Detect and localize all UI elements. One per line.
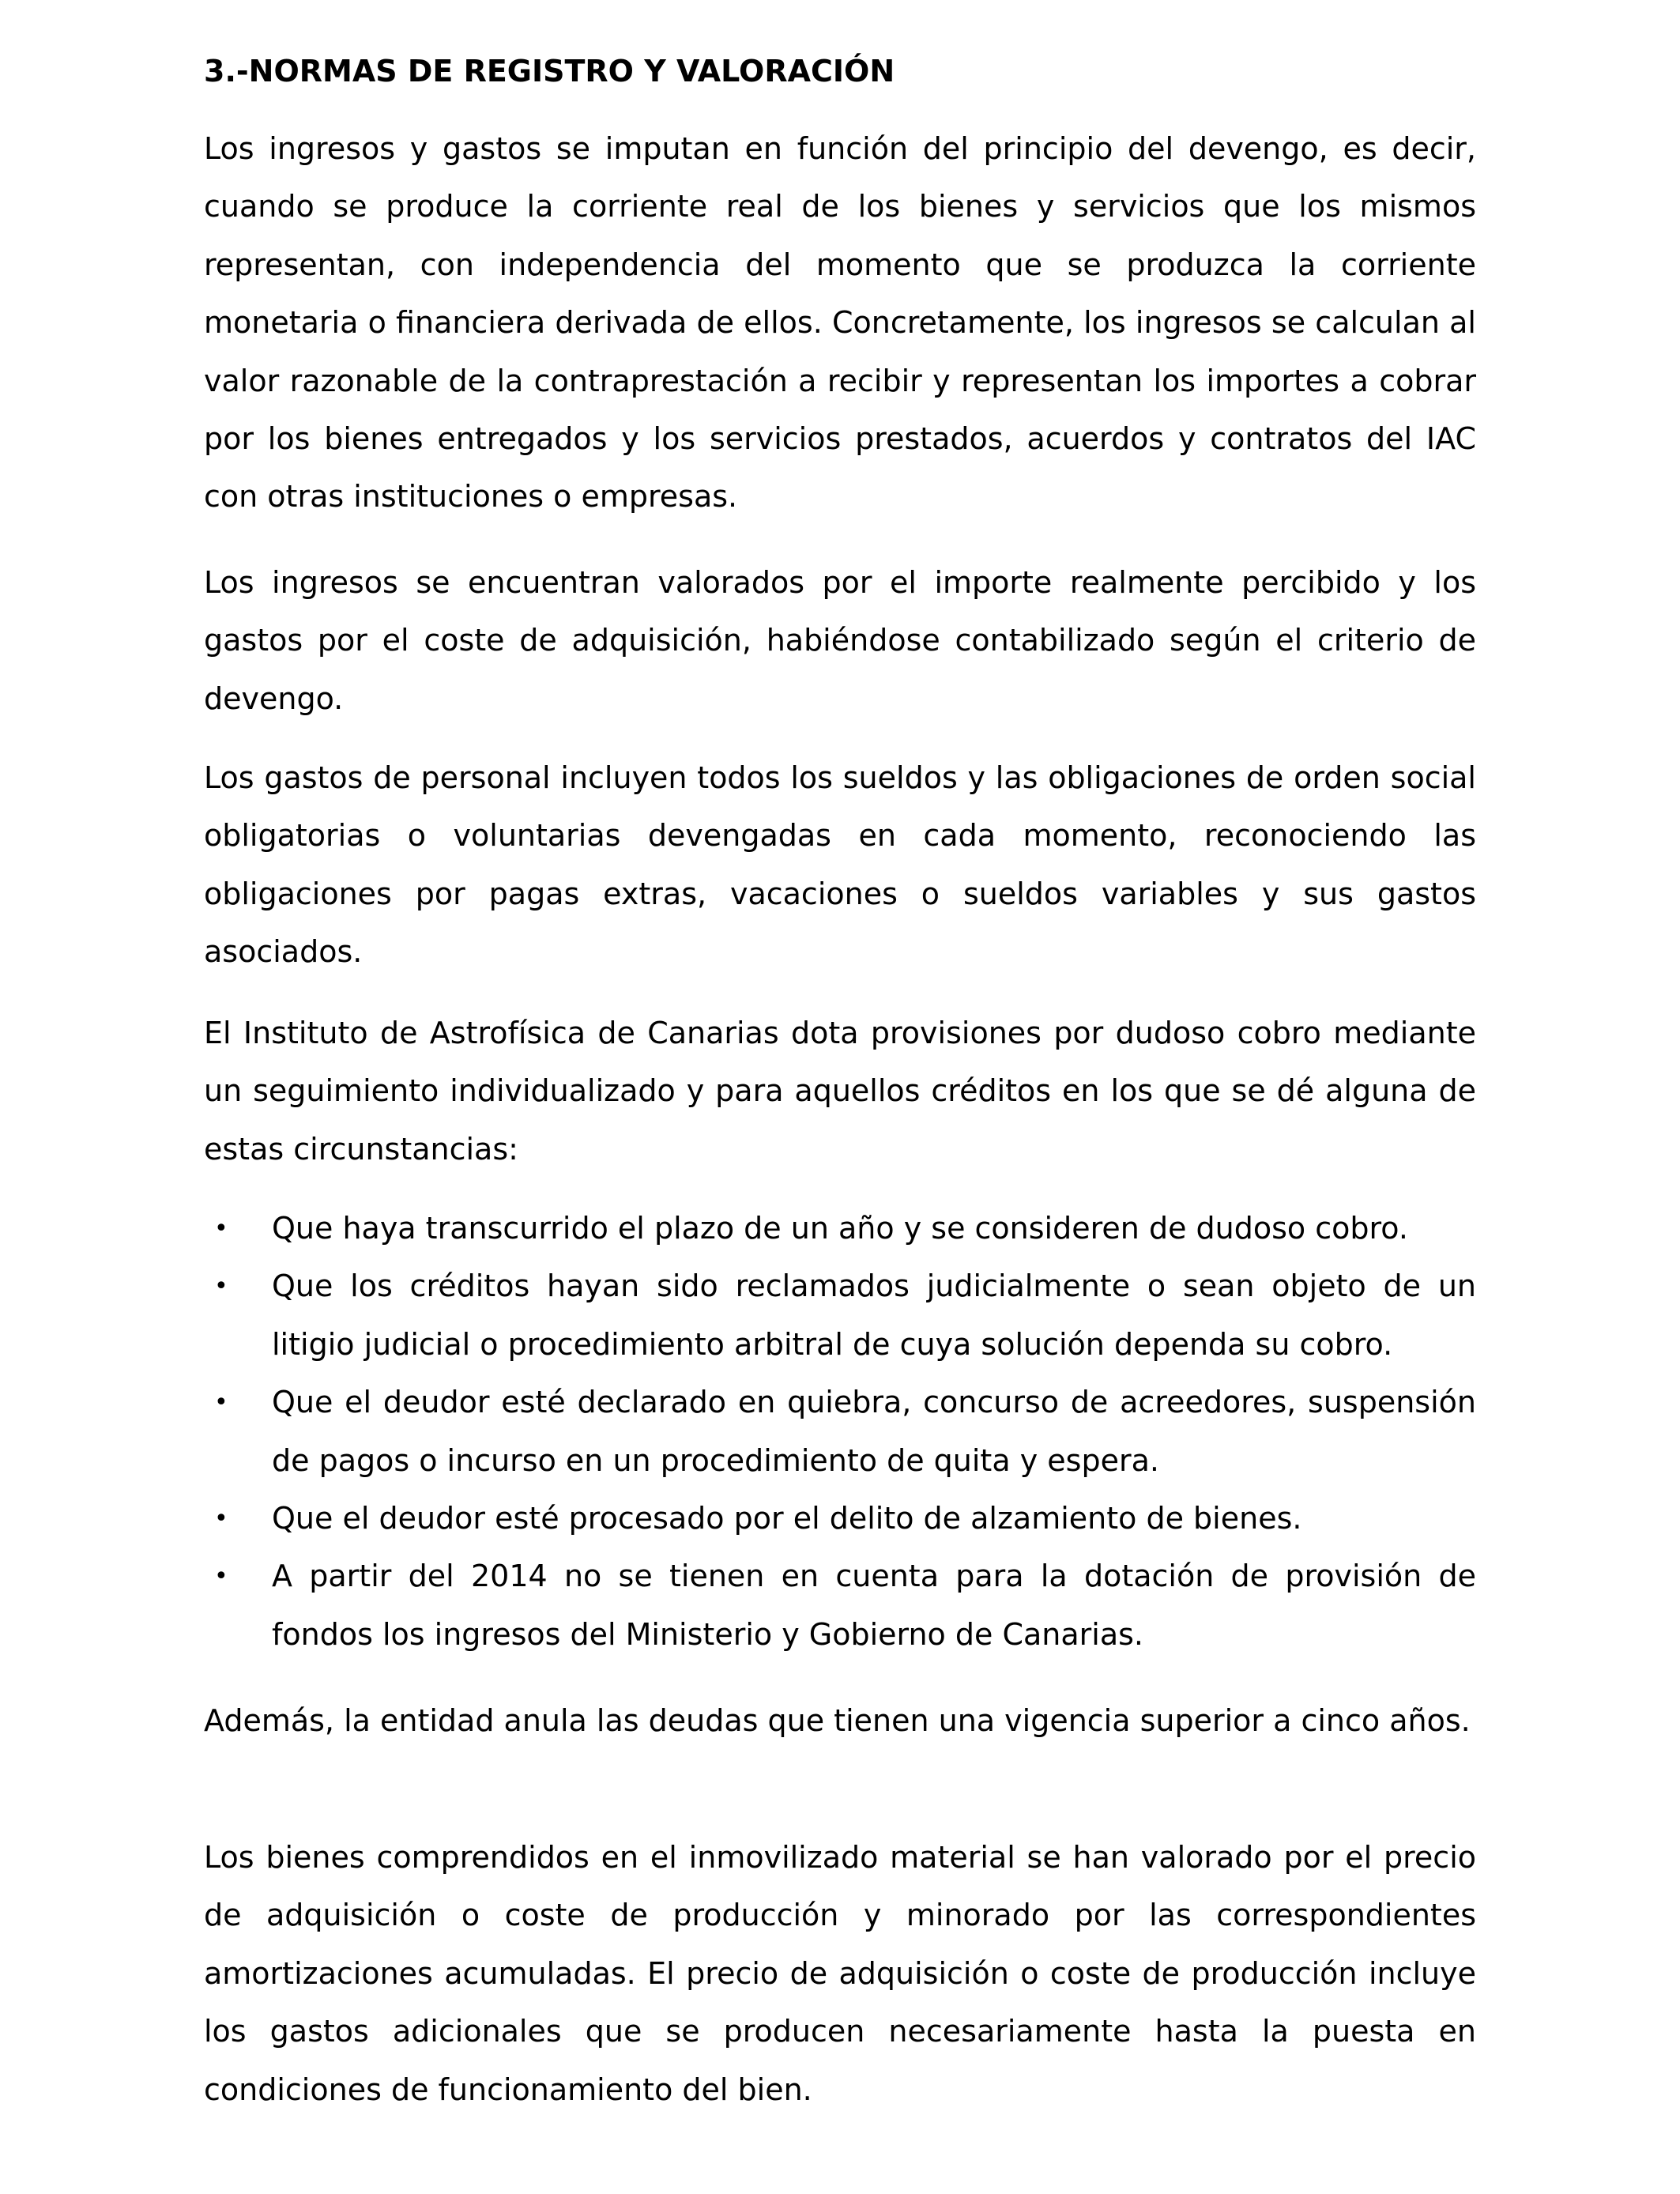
circumstances-list [204, 1200, 1476, 1664]
list-item [204, 1547, 1476, 1664]
section-heading: 3.-NORMAS DE REGISTRO Y VALORACIÓN [204, 54, 895, 89]
paragraph-personnel-expenses: Los gastos de personal incluyen todos los sueldos y las obligaciones de orden social obligatorias o voluntarias devengadas en cada momento, reconociendo las obligaciones por pagas extras, vacaciones o sueldos variables y sus gastos asociados. [204, 760, 1476, 970]
paragraph-doubtful-provisions: El Instituto de Astrofísica de Canarias dota provisiones por dudoso cobro mediante un seguimiento individualizado y para aquellos créditos en los que se dé alguna de estas circunstancias: [204, 1016, 1476, 1167]
list-item [204, 1257, 1476, 1374]
bullet-icon: • [214, 1563, 228, 1591]
paragraph-valuation: Los ingresos se encuentran valorados por el importe realmente percibido y los gastos por el coste de adquisición, habiéndose contabilizado según el criterio de devengo. [204, 565, 1476, 716]
list-item-text: Que el deudor esté procesado por el delito de alzamiento de bienes. [272, 1501, 1302, 1536]
list-item-text: Que el deudor esté declarado en quiebra, concurso de acreedores, suspensión de pagos o incurso en un procedimiento de quita y espera. [272, 1385, 1476, 1478]
paragraph-revenue-recognition: Los ingresos y gastos se imputan en función del principio del devengo, es decir, cuando se produce la corriente real de los bienes y servicios que los mismos representan, con independencia del momento que se produzca la corriente monetaria o financiera derivada de ellos. Concretamente, los ingresos se calculan al valor razonable de la contraprestación a recibir y representan los importes a cobrar por los bienes entregados y los servicios prestados, acuerdos y contratos del IAC con otras instituciones o empresas. [204, 131, 1476, 515]
paragraph-fixed-assets: Los bienes comprendidos en el inmovilizado material se han valorado por el precio de adquisición o coste de producción y minorado por las correspondientes amortizaciones acumuladas. El precio de adquisición o coste de producción incluye los gastos adicionales que se producen necesariamente hasta la puesta en condiciones de funcionamiento del bien. [204, 1840, 1476, 2107]
list-item [204, 1490, 1476, 1547]
bullet-icon: • [214, 1272, 228, 1301]
bullet-icon: • [214, 1389, 228, 1417]
bullet-icon: • [214, 1215, 228, 1242]
list-item [204, 1374, 1476, 1490]
list-item-text: Que los créditos hayan sido reclamados judicialmente o sean objeto de un litigio judicial o procedimiento arbitral de cuya solución dependa su cobro. [272, 1269, 1476, 1362]
list-item-text: Que haya transcurrido el plazo de un año y se consideren de dudoso cobro. [272, 1211, 1408, 1246]
list-item-text: A partir del 2014 no se tienen en cuenta para la dotación de provisión de fondos los ingresos del Ministerio y Gobierno de Canarias. [272, 1559, 1476, 1652]
bullet-icon: • [214, 1505, 228, 1533]
list-item [204, 1200, 1476, 1257]
paragraph-debt-cancellation: Además, la entidad anula las deudas que tienen una vigencia superior a cinco años. [204, 1703, 1471, 1738]
